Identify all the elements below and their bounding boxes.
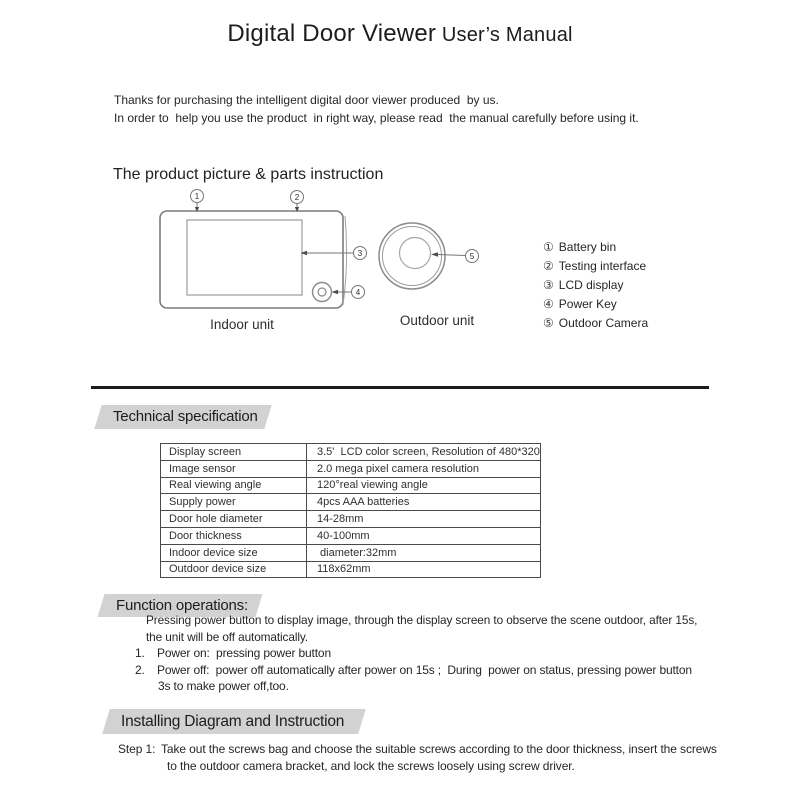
callout-5 — [431, 250, 479, 263]
spec-value: diameter:32mm — [307, 544, 541, 561]
legend-label-3: LCD display — [558, 278, 624, 292]
power-key-outer — [313, 283, 332, 302]
legend-item — [543, 314, 648, 333]
svg-text:5: 5 — [469, 252, 475, 261]
legend-label-1: Battery bin — [558, 240, 617, 254]
spec-name: Display screen — [161, 444, 307, 461]
intro-paragraph — [114, 91, 639, 127]
legend-label-2: Testing interface — [558, 259, 647, 273]
section-divider — [91, 386, 709, 389]
list-item-text: Power off: power off automatically after power on 15s ; During power on status, pressing power button — [157, 662, 692, 677]
table-row — [161, 561, 541, 578]
svg-text:3: 3 — [357, 249, 363, 258]
legend-item — [543, 295, 648, 314]
page-title — [0, 20, 800, 48]
table-row — [161, 527, 541, 544]
list-item-number: 2. — [135, 662, 145, 677]
heading-text: Technical specification — [113, 408, 258, 425]
step-text — [161, 741, 717, 774]
page-title-main: Digital Door Viewer — [227, 20, 437, 47]
parts-section-heading: The product picture & parts instruction — [113, 166, 384, 183]
function-operations-heading — [101, 594, 259, 617]
list-item-text: Power on: pressing power button — [157, 646, 331, 660]
callout-4 — [332, 286, 365, 299]
page-title-suffix: User’s Manual — [436, 24, 573, 46]
list-item — [135, 645, 692, 662]
function-list — [135, 645, 692, 695]
spec-name: Indoor device size — [161, 544, 307, 561]
svg-text:4: 4 — [355, 288, 361, 297]
technical-specification-heading — [98, 405, 268, 429]
spec-value: 2.0 mega pixel camera resolution — [307, 460, 541, 477]
table-row — [161, 460, 541, 477]
callout-3 — [301, 247, 367, 260]
intro-line-1: Thanks for purchasing the intelligent digital door viewer produced by us. — [114, 93, 499, 107]
table-row — [161, 444, 541, 461]
spec-value: 3.5' LCD color screen, Resolution of 480*320 — [307, 444, 541, 461]
step-line-1: Take out the screws bag and choose the suitable screws according to the door thickness, insert the screws — [161, 742, 717, 756]
spec-value: 118x62mm — [307, 561, 541, 578]
function-description-line-2: the unit will be off automatically. — [146, 629, 308, 644]
legend-item — [543, 276, 648, 295]
table-row — [161, 477, 541, 494]
outdoor-unit-ring-outer — [379, 223, 445, 289]
spec-value: 14-28mm — [307, 511, 541, 528]
legend-num-3: ③ — [543, 278, 554, 292]
parts-legend — [543, 238, 648, 333]
lcd-screen — [187, 220, 302, 295]
legend-num-2: ② — [543, 259, 554, 273]
indoor-unit-label: Indoor unit — [210, 317, 274, 332]
outdoor-unit-label: Outdoor unit — [399, 313, 475, 328]
spec-table — [160, 443, 541, 578]
table-row — [161, 494, 541, 511]
spec-value: 120°real viewing angle — [307, 477, 541, 494]
table-row — [161, 511, 541, 528]
callout-2 — [291, 191, 304, 213]
function-description-line-1: Pressing power button to display image, through the display screen to observe the scene outdoor, after 15s, — [146, 613, 698, 627]
legend-num-5: ⑤ — [543, 316, 554, 330]
outdoor-unit-ring-inner — [383, 227, 442, 286]
heading-text: Function operations: — [116, 597, 248, 614]
legend-num-4: ④ — [543, 297, 554, 311]
legend-num-1: ① — [543, 240, 554, 254]
power-key-inner — [318, 288, 326, 296]
install-step-1 — [118, 741, 717, 774]
spec-name: Supply power — [161, 494, 307, 511]
heading-text: Installing Diagram and Instruction — [121, 713, 345, 730]
spec-value: 4pcs AAA batteries — [307, 494, 541, 511]
list-item-number: 1. — [135, 646, 145, 660]
callout-1 — [191, 190, 204, 213]
intro-line-2: In order to help you use the product in right way, please read the manual carefully before using it. — [114, 111, 639, 125]
legend-label-4: Power Key — [558, 297, 617, 311]
outdoor-camera-lens — [400, 238, 431, 269]
legend-item — [543, 257, 648, 276]
spec-name: Outdoor device size — [161, 561, 307, 578]
spec-name: Image sensor — [161, 460, 307, 477]
list-item — [135, 662, 692, 679]
svg-text:2: 2 — [294, 193, 300, 202]
legend-item — [543, 238, 648, 257]
step-line-2: to the outdoor camera bracket, and lock the screws loosely using screw driver. — [167, 758, 575, 773]
spec-value: 40-100mm — [307, 527, 541, 544]
step-label: Step 1: — [118, 742, 156, 756]
spec-name: Door thickness — [161, 527, 307, 544]
legend-label-5: Outdoor Camera — [558, 316, 649, 330]
installing-heading — [106, 709, 362, 734]
spec-name: Real viewing angle — [161, 477, 307, 494]
spec-name: Door hole diameter — [161, 511, 307, 528]
list-item-continuation: 3s to make power off,too. — [158, 679, 289, 694]
svg-text:1: 1 — [194, 192, 200, 201]
table-row — [161, 544, 541, 561]
